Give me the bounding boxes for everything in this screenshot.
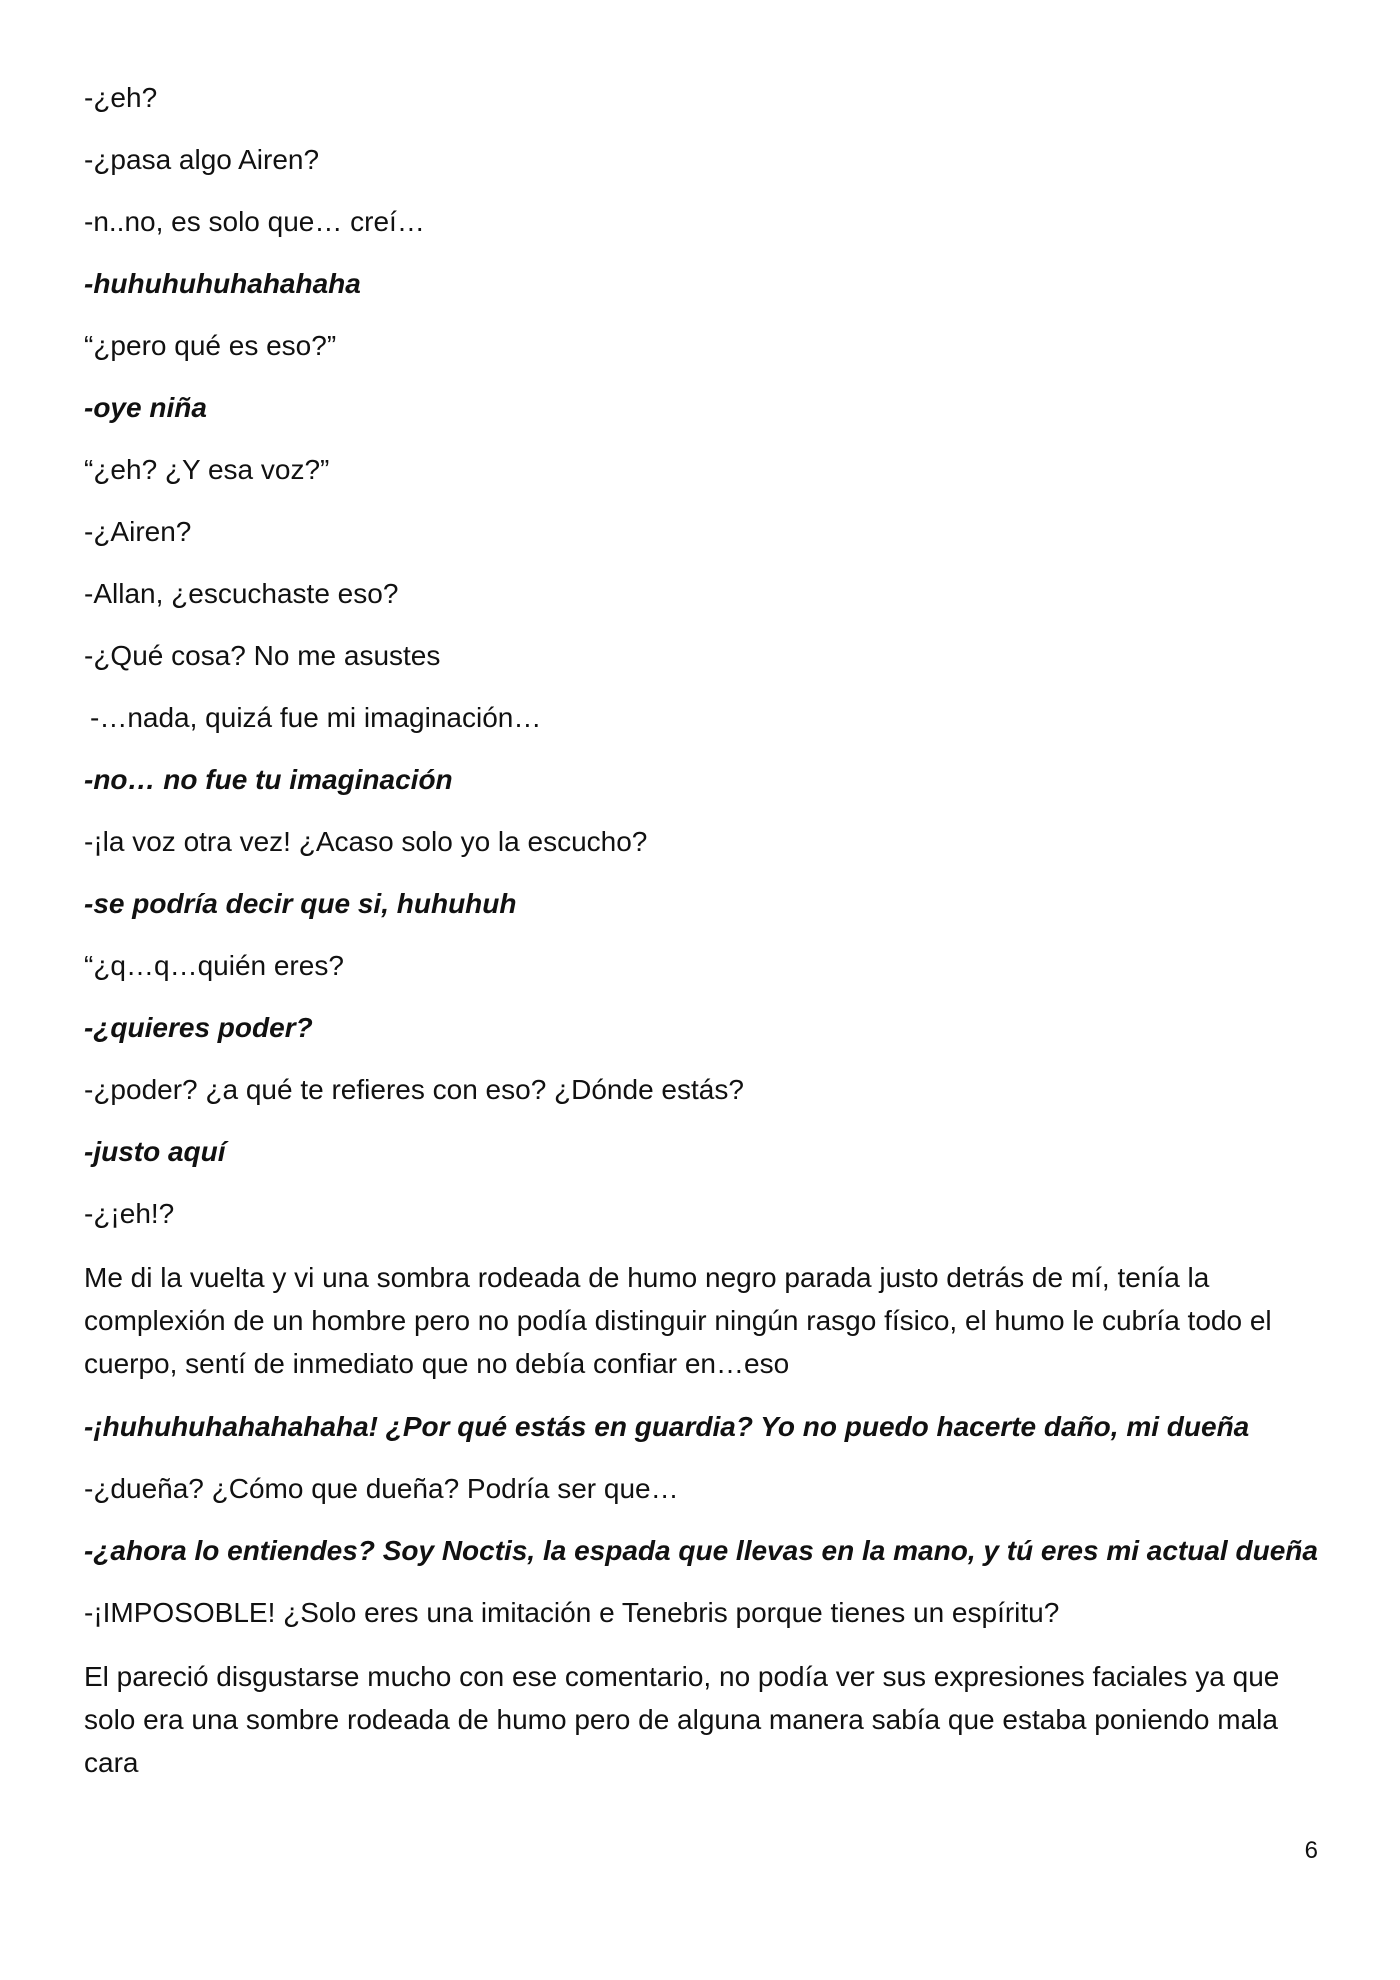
narrative-paragraph: Me di la vuelta y vi una sombra rodeada de humo negro parada justo detrás de mí, tenía la complexión de un hombre pero no podía distinguir ningún rasgo físico, el humo le cubría todo el cuerpo, sentí de inmediato que no debía confiar en…eso: [84, 1262, 1272, 1379]
dialogue-line-emphasis: -justo aquí: [84, 1136, 226, 1167]
dialogue-line: -Allan, ¿escuchaste eso?: [84, 578, 399, 609]
dialogue-line: -¿¡eh!?: [84, 1198, 175, 1229]
dialogue-line-emphasis: -huhuhuhuhahahaha: [84, 268, 361, 299]
dialogue-line-emphasis: -se podría decir que si, huhuhuh: [84, 888, 517, 919]
dialogue-line-emphasis: -¿ahora lo entiendes? Soy Noctis, la espada que llevas en la mano, y tú eres mi actual dueña: [84, 1535, 1318, 1566]
dialogue-line: -¿Qué cosa? No me asustes: [84, 640, 441, 671]
dialogue-line: -n..no, es solo que… creí…: [84, 206, 425, 237]
dialogue-line: “¿q…q…quién eres?: [84, 950, 344, 981]
dialogue-line: “¿pero qué es eso?”: [84, 330, 337, 361]
dialogue-line-emphasis: -no… no fue tu imaginación: [84, 764, 453, 795]
dialogue-line: -¿poder? ¿a qué te refieres con eso? ¿Dónde estás?: [84, 1074, 744, 1105]
narrative-paragraph: El pareció disgustarse mucho con ese comentario, no podía ver sus expresiones faciales ya que solo era una sombre rodeada de humo pero de alguna manera sabía que estaba poniendo mala cara: [84, 1661, 1280, 1778]
dialogue-line: -¿dueña? ¿Cómo que dueña? Podría ser que…: [84, 1473, 679, 1504]
dialogue-line: “¿eh? ¿Y esa voz?”: [84, 454, 330, 485]
dialogue-line: -¡la voz otra vez! ¿Acaso solo yo la escucho?: [84, 826, 648, 857]
dialogue-line-emphasis: -oye niña: [84, 392, 207, 423]
dialogue-line-emphasis: -¿quieres poder?: [84, 1012, 313, 1043]
dialogue-line: -¡IMPOSOBLE! ¿Solo eres una imitación e Tenebris porque tienes un espíritu?: [84, 1597, 1060, 1628]
dialogue-line: -¿pasa algo Airen?: [84, 144, 320, 175]
dialogue-line: -¿eh?: [84, 82, 158, 113]
dialogue-line: -¿Airen?: [84, 516, 192, 547]
page-number: 6: [1304, 1837, 1318, 1864]
page-content: [84, 78, 1324, 1806]
dialogue-line-emphasis: -¡huhuhuhahahahaha! ¿Por qué estás en guardia? Yo no puedo hacerte daño, mi dueña: [84, 1411, 1250, 1442]
dialogue-line: -…nada, quizá fue mi imaginación…: [90, 702, 542, 733]
